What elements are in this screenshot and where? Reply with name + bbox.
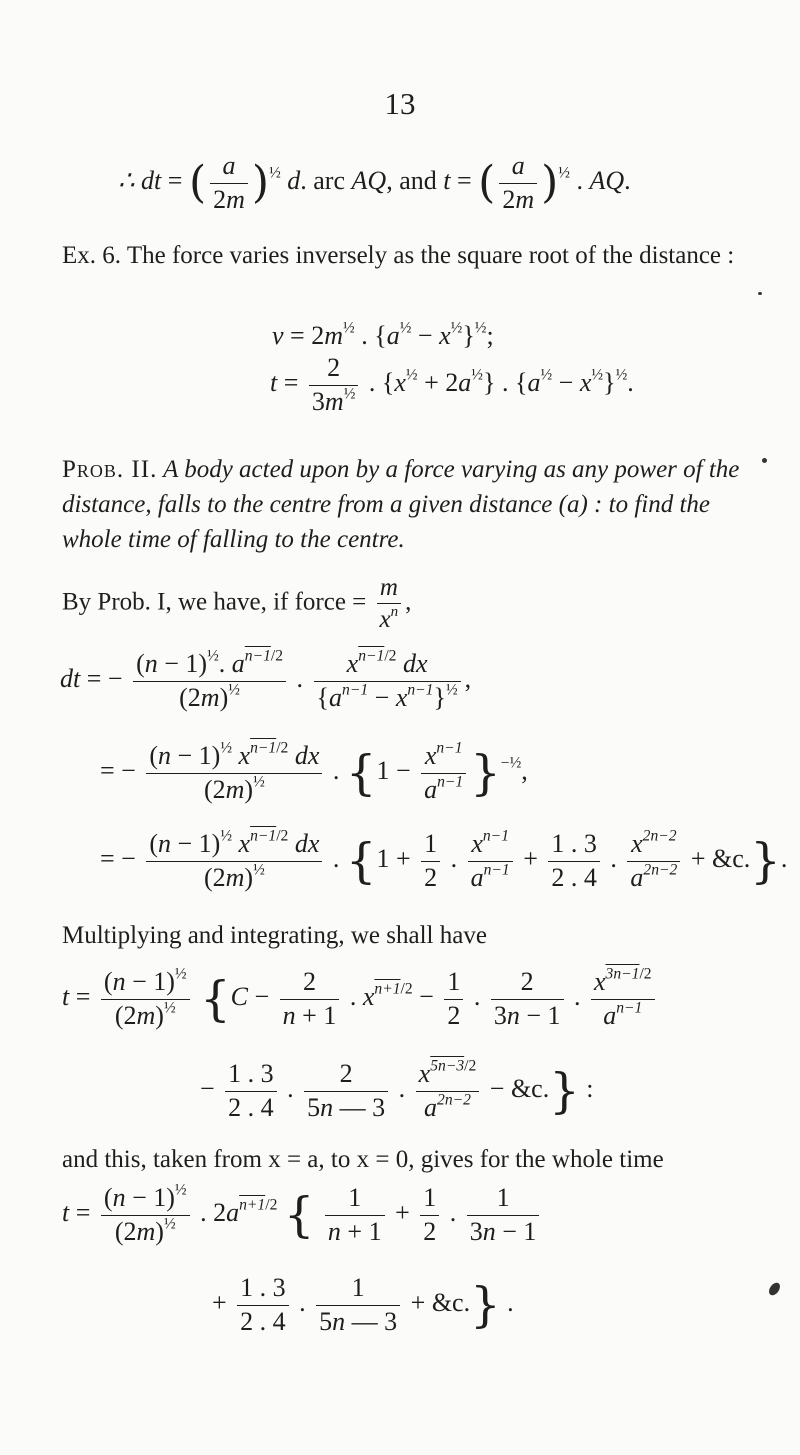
equation-ex6-t: t = $\frac{2}{3m^{\frac{1}{2}}}$ . $\{x^{\frac{1}{2}} + 2a^{\frac{1}{2}}\}$ . $\{a^{\frac{1}{2}} - x^{\frac{1}{2}}\}^{\frac{1}{2}}$. — [270, 352, 634, 418]
scan-speck — [762, 458, 767, 463]
by-prob-1: By Prob. I, we have, if force = $\frac{m}{x^n}$ , — [62, 572, 411, 636]
problem-2-label: Prob. II. — [62, 456, 158, 483]
example-6 — [62, 238, 762, 273]
scan-speck — [767, 1281, 782, 1298]
equation-whole-time-1: t = $\frac{(n - 1)^{\frac{1}{2}}}{(2m)^{\frac{1}{2}}}$ . $2a^{n+1/2}$ { $\frac{1}{n + 1}$ + $\frac{1}{2}$ . $\frac{1}{3n - 1}$ — [62, 1182, 543, 1248]
problem-2-text: A body acted upon by a force varying as any power of the distance, falls to the centre from a given distance (a) : to find the whole time of falling to the centre. — [62, 456, 740, 553]
example-6-label: Ex. 6. — [62, 242, 122, 269]
equation-dt-3: = − $\frac{(n - 1)^{\frac{1}{2}} x^{n-1/2} dx}{(2m)^{\frac{1}{2}}}$ . {1 + $\frac{1}{2}$ . $\frac{x^{n-1}}{a^{n-1}}$ + $\frac{1 . 3}{2 . 4}$ . $\frac{x^{2n-2}}{a^{2n-2}}$ + &c.}. — [100, 828, 787, 894]
multiplying-text: Multiplying and integrating, we shall have — [62, 922, 487, 949]
page-number: 13 — [384, 86, 416, 121]
equation-ex6-v: $v = 2m^{\frac{1}{2}}$ . $\{a^{\frac{1}{2}} - x^{\frac{1}{2}}\}^{\frac{1}{2}}$; — [272, 319, 494, 350]
equation-t-series-1: t = $\frac{(n - 1)^{\frac{1}{2}}}{(2m)^{\frac{1}{2}}}$ {C − $\frac{2}{n + 1}$ . $x^{n+1/2}$ − $\frac{1}{2}$ . $\frac{2}{3n - 1}$ . $\frac{x^{3n-1/2}}{a^{n-1}}$ — [62, 966, 659, 1032]
whole-time-sentence: and this, taken from x = a, to x = 0, gives for the whole time — [62, 1146, 664, 1173]
scan-speck — [758, 292, 762, 295]
equation-dt-arc: ∴ dt = ( $\frac{a}{2m}$ )$^{\frac{1}{2}}$ d. arc AQ, and t = ( $\frac{a}{2m}$ )$^{\frac{1}{2}}$ . AQ. — [118, 150, 631, 216]
equation-t-series-2: − $\frac{1 . 3}{2 . 4}$ . $\frac{2}{5n — 3}$ . $\frac{x^{5n-3/2}}{a^{2n-2}}$ − &c.} : — [200, 1058, 594, 1124]
example-6-text: The force varies inversely as the square root of the distance : — [121, 242, 735, 269]
problem-2 — [62, 452, 762, 557]
equation-dt-2: = − $\frac{(n - 1)^{\frac{1}{2}} x^{n-1/2} dx}{(2m)^{\frac{1}{2}}}$ . {1 − $\frac{x^{n-1}}{a^{n-1}}$ }$^{-\frac{1}{2}}$, — [100, 740, 528, 806]
by-prob-1-text: By Prob. I, we have, if force = — [62, 588, 373, 616]
equation-whole-time-2: + $\frac{1 . 3}{2 . 4}$ . $\frac{1}{5n — 3}$ + &c.} . — [212, 1272, 514, 1338]
equation-dt-1: dt = − $\frac{(n - 1)^{\frac{1}{2}}. a^{n-1/2}}{(2m)^{\frac{1}{2}}}$ . $\frac{x^{n-1/2} dx}{\{a^{n-1} - x^{n-1}\}^{\frac{1}{2}}}$ , — [60, 648, 471, 714]
whole-time-text — [62, 1142, 782, 1177]
